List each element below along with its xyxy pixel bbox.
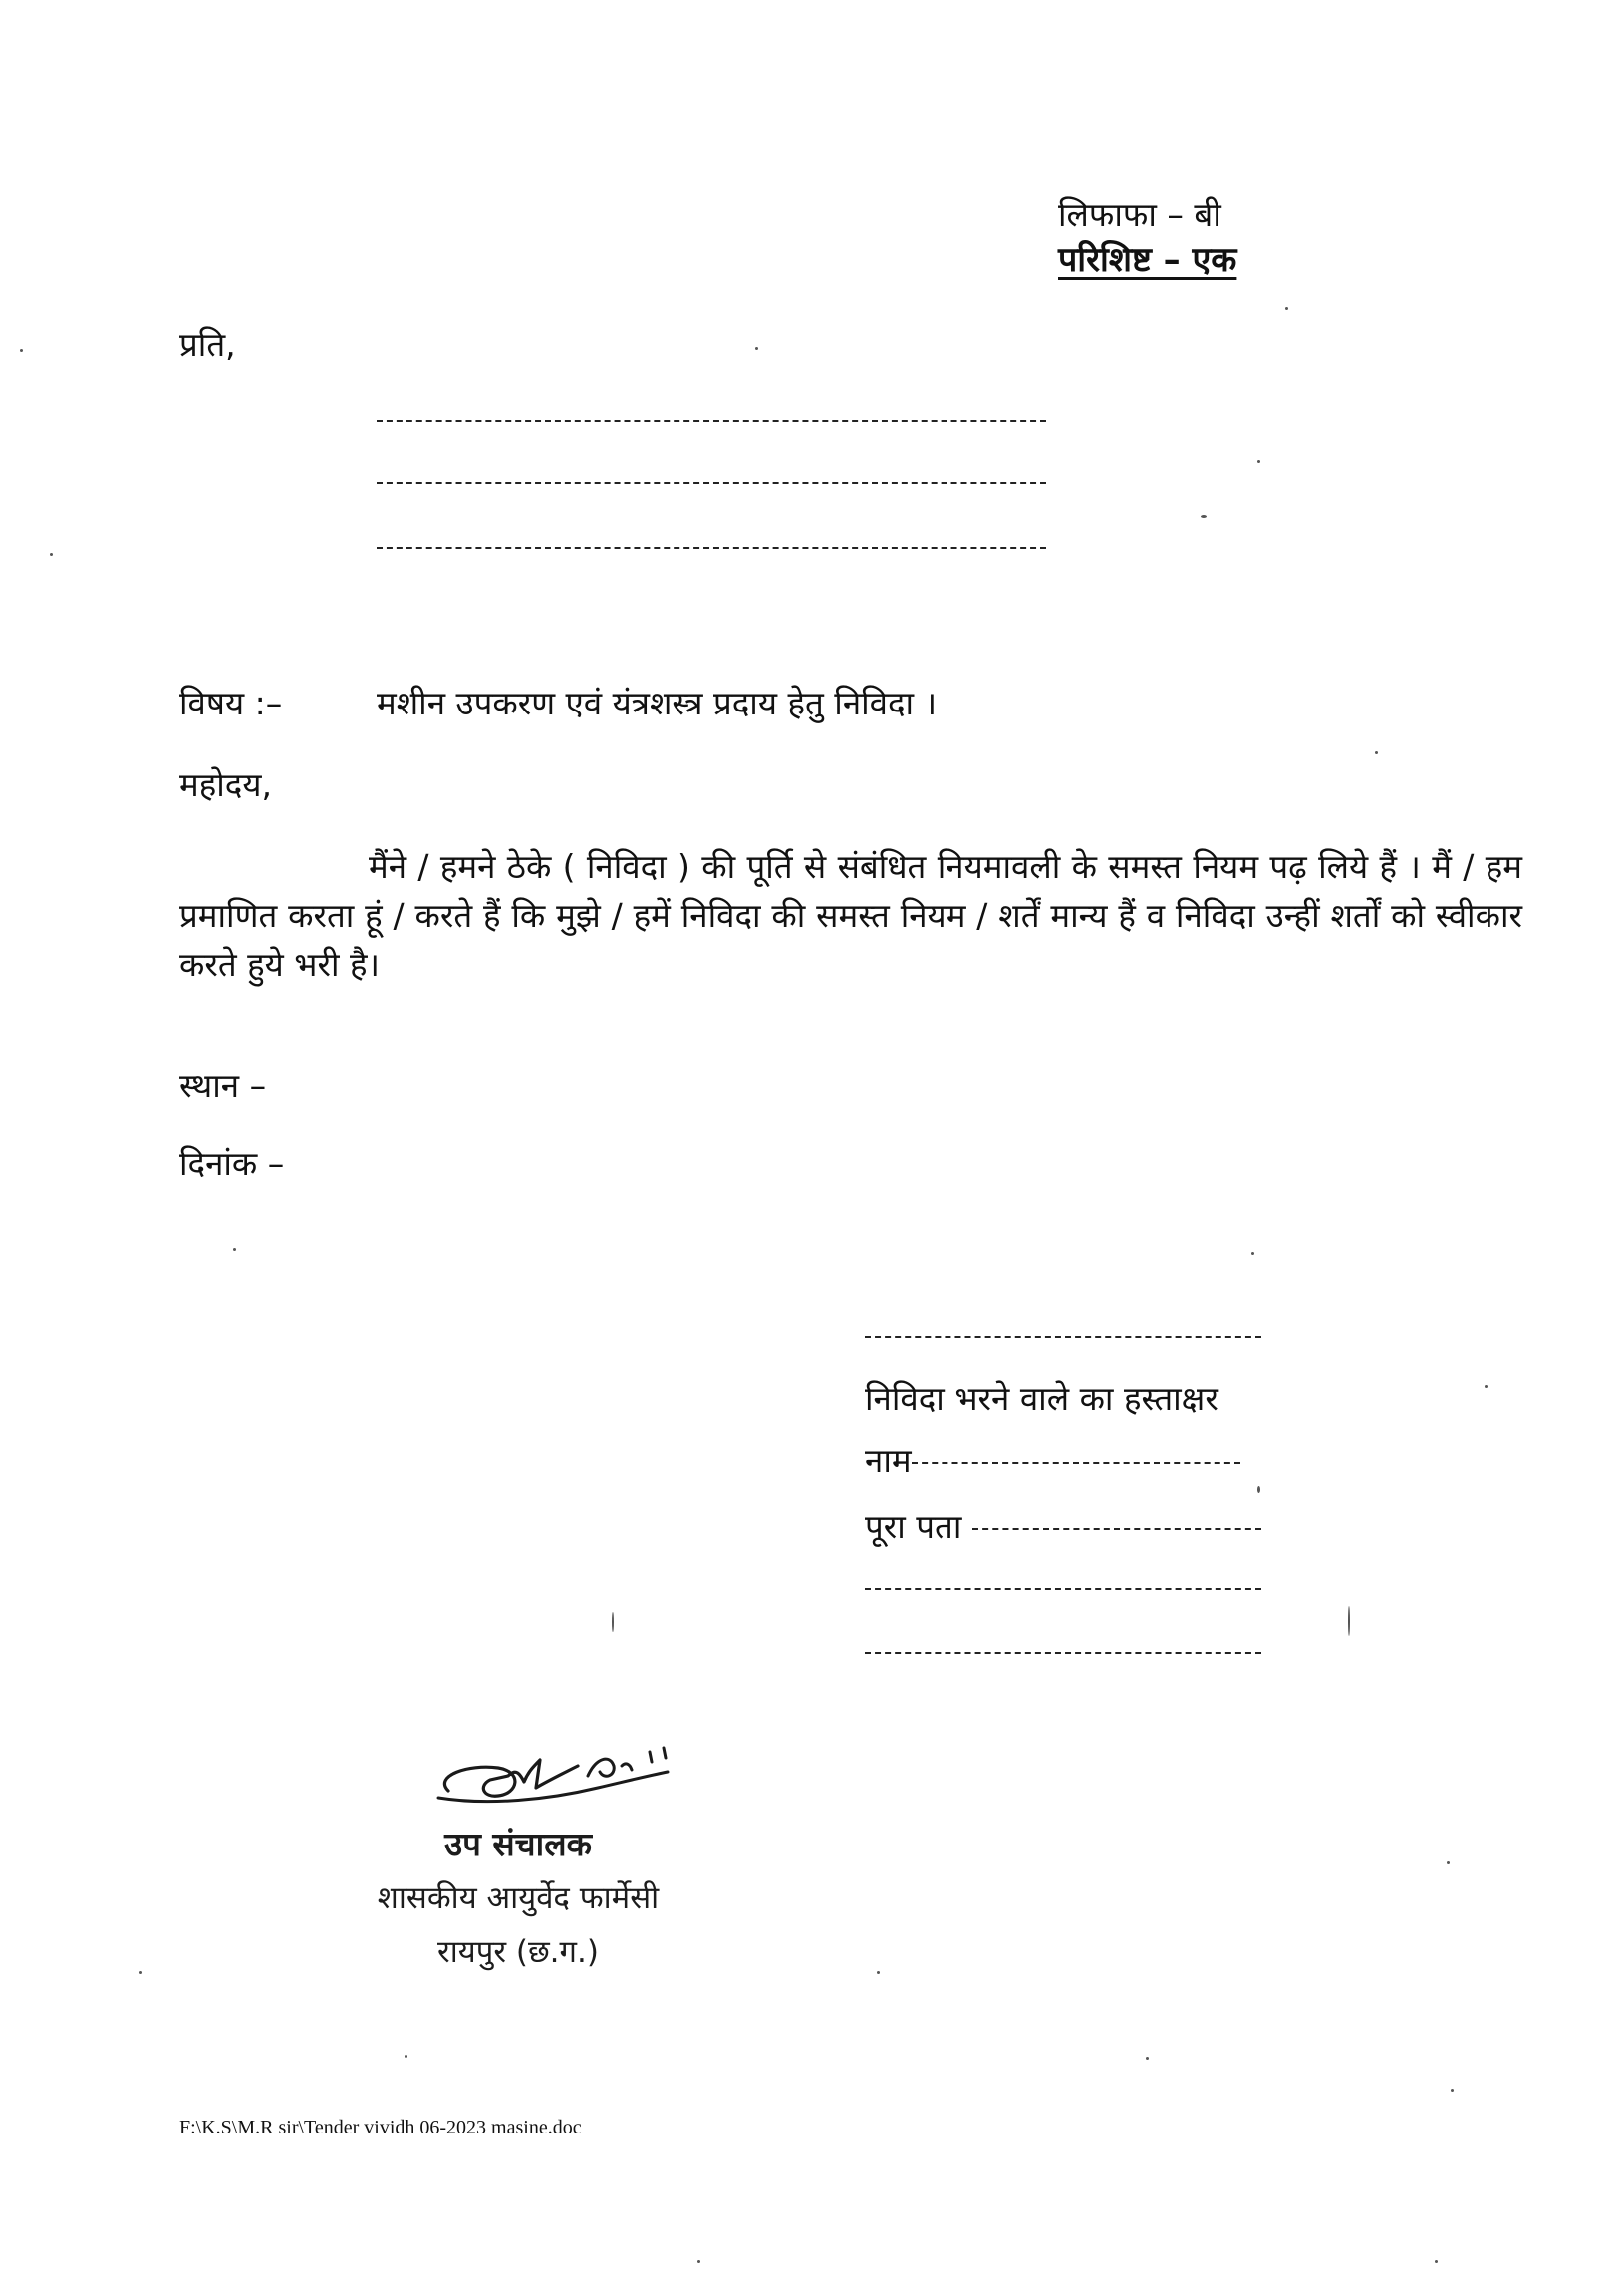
scan-speck <box>697 2260 700 2263</box>
bidder-address-label: पूरा पता <box>865 1507 962 1546</box>
declaration-paragraph: मैंने / हमने ठेके ( निविदा ) की पूर्ति से संबंधित नियमावली के समस्त नियम पढ़ लिये हैं । मैं / हम प्रमाणित करता हूं / करते हैं कि मुझे / हमें निविदा की समस्त नियम / शर्तें मान्य हैं व निविदा उन्हीं शर्तों को स्वीकार करते हुये भरी है। <box>179 847 1522 984</box>
place-label: स्थान – <box>179 1066 267 1105</box>
date-label: दिनांक – <box>179 1144 285 1183</box>
bidder-address-line-1 <box>972 1528 1261 1530</box>
bidder-signature-line <box>865 1336 1261 1338</box>
addressee-line-1 <box>377 420 1046 422</box>
salutation: महोदय, <box>179 765 272 804</box>
scan-speck <box>1251 1252 1254 1255</box>
bidder-address-row <box>865 1507 1261 1547</box>
bidder-name-line <box>912 1462 1240 1464</box>
scan-speck <box>1435 2260 1438 2263</box>
scan-speck <box>1285 307 1288 310</box>
scan-speck <box>1447 1861 1450 1864</box>
bidder-name-row <box>865 1441 1240 1481</box>
bidder-name-label: नाम <box>865 1441 912 1480</box>
scan-speck <box>1146 2057 1149 2060</box>
footer-file-path: F:\K.S\M.R sir\Tender vividh 06-2023 masine.doc <box>179 2117 582 2138</box>
scan-speck <box>1201 515 1207 518</box>
scan-speck <box>1375 751 1378 754</box>
scan-speck <box>139 1971 142 1974</box>
scan-speck <box>755 347 758 350</box>
scan-speck <box>1348 1606 1350 1636</box>
subject-label: विषय :– <box>179 684 283 722</box>
office-stamp <box>299 1818 737 1979</box>
officer-designation: उप संचालक <box>444 1825 592 1863</box>
scan-speck <box>20 349 23 352</box>
scan-speck <box>612 1612 614 1632</box>
scan-speck <box>233 1248 236 1251</box>
bidder-address-line-3 <box>865 1652 1261 1654</box>
scan-speck <box>50 553 53 556</box>
envelope-label: लिफाफा – बी <box>1058 195 1221 234</box>
bidder-address-line-2 <box>865 1588 1261 1590</box>
subject-text: मशीन उपकरण एवं यंत्रशस्त्र प्रदाय हेतु निविदा । <box>377 684 938 722</box>
scan-speck <box>1485 1385 1488 1388</box>
office-organization: शासकीय आयुर्वेद फार्मेसी <box>377 1880 660 1916</box>
scan-speck <box>877 1971 880 1974</box>
annexure-label: परिशिष्ट – एक <box>1058 240 1237 280</box>
scan-speck <box>405 2055 407 2058</box>
scan-speck <box>1451 2089 1454 2092</box>
addressee-line-3 <box>377 547 1046 549</box>
scan-speck <box>1257 460 1260 463</box>
bidder-signature-caption: निविदा भरने वाले का हस्ताक्षर <box>865 1379 1218 1418</box>
addressee-line-2 <box>377 482 1046 484</box>
scan-speck <box>1257 1486 1260 1493</box>
office-location: रायपुर (छ.ग.) <box>437 1934 599 1970</box>
addressee-prefix: प्रति, <box>179 325 236 364</box>
officer-signature <box>428 1736 717 1826</box>
